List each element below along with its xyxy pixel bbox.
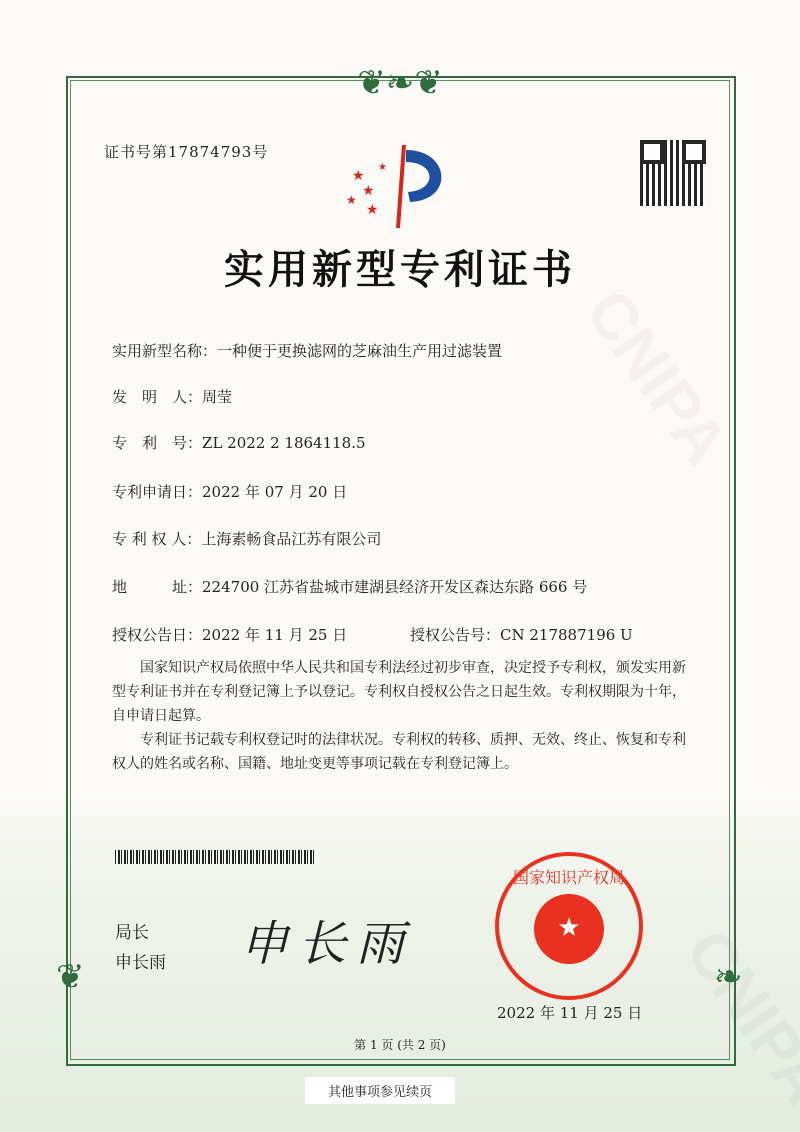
top-ornament: ❦❧❦: [357, 63, 443, 103]
field-label: 发 明 人：: [112, 388, 203, 406]
corner-ornament: ❦: [56, 957, 85, 997]
statement-paragraph: 专利证书记载专利权登记时的法律状况。专利权的转移、质押、无效、终止、恢复和专利权人的姓名或名称、国籍、地址变更等事项记载在专利登记簿上。: [112, 732, 686, 772]
field-value: 上海素畅食品江苏有限公司: [201, 530, 382, 548]
field-label: 授权公告号：: [410, 626, 501, 644]
field-label: 专 利 权 人：: [112, 530, 202, 548]
field-label: 专利申请日：: [112, 483, 203, 501]
statement-paragraph: 国家知识产权局依照中华人民共和国专利法经过初步审查，决定授予专利权，颁发实用新型专利证书并在专利登记簿上予以登记。专利权自授权公告之日起生效。专利权期限为十年，自申请日起算。: [112, 660, 686, 724]
field-utility-model-name: [112, 340, 502, 361]
field-value: CN 217887196 U: [500, 626, 633, 644]
certificate-title: 实用新型专利证书: [224, 247, 576, 293]
seal-date: 2022 年 11 月 25 日: [497, 1004, 643, 1022]
svg-text:★: ★: [346, 193, 357, 207]
field-address: [112, 576, 587, 597]
continuation-note: 其他事项参见续页: [305, 1077, 455, 1104]
field-value: 2022 年 11 月 25 日: [202, 626, 348, 644]
field-value: 2022 年 07 月 20 日: [202, 483, 348, 501]
signatory-name: 申长雨: [115, 953, 166, 973]
field-value: 224700 江苏省盐城市建湖县经济开发区森达东路 666 号: [202, 578, 588, 596]
field-patent-number: [112, 432, 366, 453]
field-value: 一种便于更换滤网的芝麻油生产用过滤装置: [217, 342, 503, 360]
corner-ornament: ❧: [714, 957, 743, 997]
field-label: 实用新型名称：: [112, 342, 218, 360]
svg-text:★: ★: [366, 202, 379, 218]
field-application-date: [112, 481, 347, 502]
field-inventor: [112, 386, 232, 407]
seal-text: 国家知识产权局: [512, 868, 625, 887]
field-label: 授权公告日：: [112, 626, 203, 644]
field-announcement-number: [410, 624, 633, 645]
svg-text:★: ★: [352, 168, 365, 184]
field-patentee: [112, 528, 381, 549]
field-value: 周莹: [202, 388, 233, 406]
svg-text:★: ★: [378, 162, 387, 173]
signatory-title: 局长: [115, 923, 149, 943]
svg-text:★: ★: [362, 183, 375, 199]
field-value: ZL 2022 2 1864118.5: [202, 434, 366, 452]
qr-code: [640, 140, 706, 206]
field-label: 专 利 号：: [112, 434, 203, 452]
certificate-number: 证书号第17874793号: [104, 143, 269, 161]
field-label: 地 址：: [112, 578, 203, 596]
handwritten-signature: 申长雨: [240, 916, 415, 972]
barcode: [115, 850, 315, 864]
certificate-statement: [112, 656, 692, 776]
official-seal: [495, 852, 643, 1000]
page-indicator: 第 1 页 (共 2 页): [354, 1038, 446, 1052]
national-emblem: ★: [534, 894, 604, 964]
cnipa-logo: [340, 140, 460, 230]
field-grant-date: [112, 624, 347, 645]
